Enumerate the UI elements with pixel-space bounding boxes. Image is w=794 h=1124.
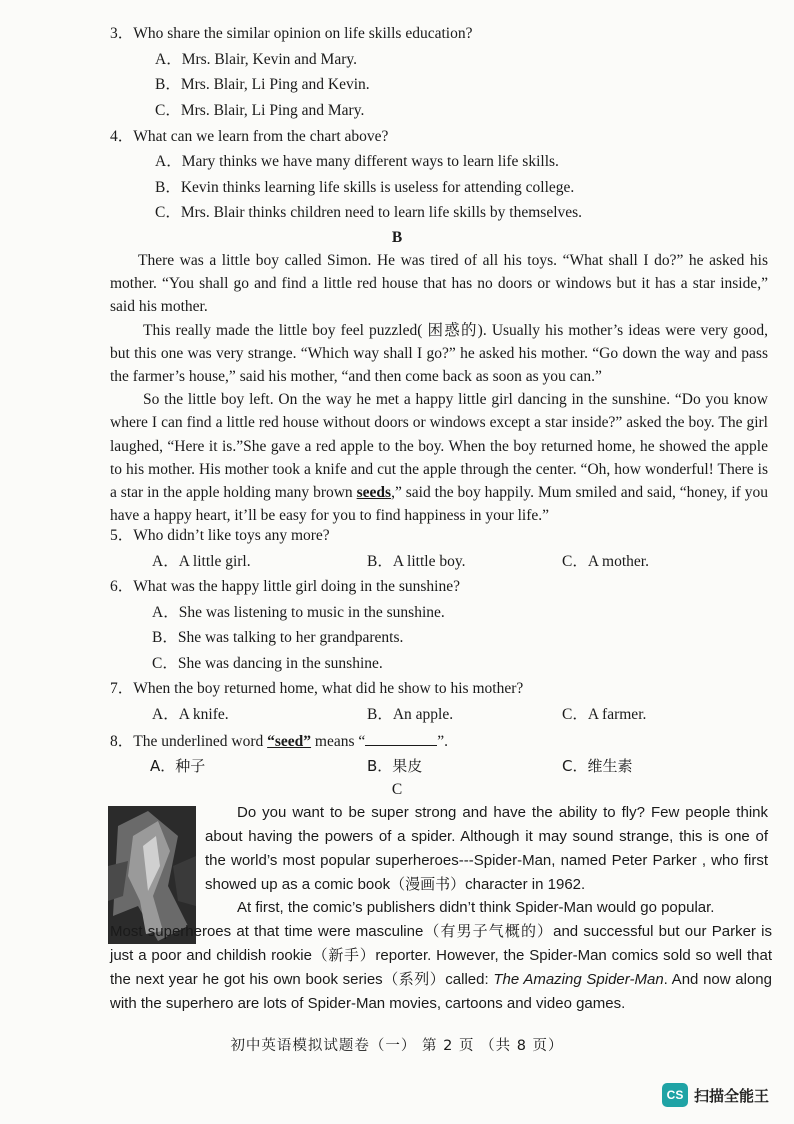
question-8-option-c: C．维生素 [562, 757, 633, 775]
paragraph-3-text: So the little boy left. On the way he met a happy little girl dancing in the sunshine. “Do you know where I can find a little red house without doors or windows except a star inside?” asked the boy. The girl laughed, “Here it is.”She gave a red apple to the boy. When the boy returned home, he showed the apple to his mother. His mother took a knife and cut the apple through the center. “Oh, how wonderful! There is a star in the apple holding many brown [110, 391, 768, 502]
question-8-close-quote: ”. [437, 733, 449, 750]
section-b-paragraph-1: There was a little boy called Simon. He was tired of all his toys. “What shall I do?” he asked his mother. “You shall go and find a little red house that has no doors or windows but it has a star inside,” said his mother. [110, 252, 768, 316]
question-3-option-b: B．Mrs. Blair, Li Ping and Kevin. [155, 76, 370, 93]
question-8-option-b: B．果皮 [367, 757, 423, 775]
section-b-passage [110, 249, 768, 527]
section-c-paragraph-2-ending: . And now along with the superhero are lots of Spider-Man movies, cartoons and video games. [110, 971, 772, 1012]
question-7-stem: 7．When the boy returned home, what did he show to his mother? [110, 680, 524, 697]
question-8-means: means “ [311, 733, 366, 750]
section-b-paragraph-3 [110, 388, 768, 527]
question-6-option-b: B．She was talking to her grandparents. [152, 629, 404, 646]
section-c-paragraph-1 [205, 801, 768, 897]
question-5-option-c: C．A mother. [562, 553, 649, 570]
question-5-stem: 5．Who didn’t like toys any more? [110, 527, 330, 544]
underlined-word-seeds: seeds [356, 484, 392, 502]
section-c-paragraph-1-text: Do you want to be super strong and have the ability to fly? Few people think about having the powers of a spider. Although it may sound strange, this is one of the world’s most popular superheroes---Spider-Man, named Peter Parker , who first showed up as a comic book（漫画书）character in 1962. [205, 804, 768, 893]
question-6-option-a: A．She was listening to music in the sunshine. [152, 604, 445, 621]
camscanner-logo-icon: CS [662, 1083, 688, 1107]
answer-blank [365, 731, 437, 746]
question-6-option-c: C．She was dancing in the sunshine. [152, 655, 383, 672]
paragraph-3-ending: ,” said the boy happily. Mum smiled and said, “honey, if you have a happy heart, it’ll be easy for you to find happiness in your life.” [110, 484, 768, 525]
question-8-option-a: A．种子 [150, 757, 206, 775]
question-6-stem: 6．What was the happy little girl doing in the sunshine? [110, 578, 460, 595]
question-4-option-c: C．Mrs. Blair thinks children need to learn life skills by themselves. [155, 204, 583, 221]
question-5-option-a: A．A little girl. [152, 553, 251, 570]
question-7-option-a: A．A knife. [152, 706, 229, 723]
page-footer: 初中英语模拟试题卷（一） 第 2 页 （共 8 页） [230, 1038, 564, 1054]
question-7-option-c: C．A farmer. [562, 706, 647, 723]
section-c-paragraph-2-body: Most superheroes at that time were masculine（有男子气概的）and successful but our Parker is just a poor and childish rookie（新手）reporter. However, the Spider-Man comics sold so well that the next year he got his own book series（系列）called: [110, 923, 772, 988]
section-b-paragraph-2: This really made the little boy feel puzzled( 困惑的). Usually his mother’s ideas were very good, but this one was very strange. “Which way shall I go?” he asked his mother. “Go down the way and pass the farmer’s house,” said his mother, “and then come back as soon as you can.” [110, 321, 768, 386]
section-c-paragraph-2-rest [110, 920, 772, 1016]
question-3-option-c: C．Mrs. Blair, Li Ping and Mary. [155, 102, 365, 119]
question-4-option-b: B．Kevin thinks learning life skills is useless for attending college. [155, 179, 575, 196]
question-8-text: 8．The underlined word [110, 733, 268, 750]
camscanner-label: 扫描全能王 [694, 1087, 770, 1105]
question-3-option-a: A．Mrs. Blair, Kevin and Mary. [155, 51, 357, 68]
section-b-heading: B [391, 229, 403, 246]
question-8-stem [110, 731, 448, 752]
section-c-paragraph-2-text [110, 920, 772, 1016]
book-series-title: The Amazing Spider-Man [493, 971, 664, 988]
question-4-option-a: A．Mary thinks we have many different ways to learn life skills. [155, 153, 559, 170]
section-c-heading: C [391, 781, 403, 798]
question-3-stem: 3．Who share the similar opinion on life skills education? [110, 25, 473, 42]
question-4-stem: 4．What can we learn from the chart above? [110, 128, 389, 145]
section-c-paragraph-2-start [205, 896, 768, 920]
question-8-underlined-word: “seed” [267, 733, 312, 750]
section-c-paragraph-2-first-line: At first, the comic’s publishers didn’t think Spider-Man would go popular. [237, 899, 715, 916]
question-7-option-b: B．An apple. [367, 706, 454, 723]
question-5-option-b: B．A little boy. [367, 553, 466, 570]
